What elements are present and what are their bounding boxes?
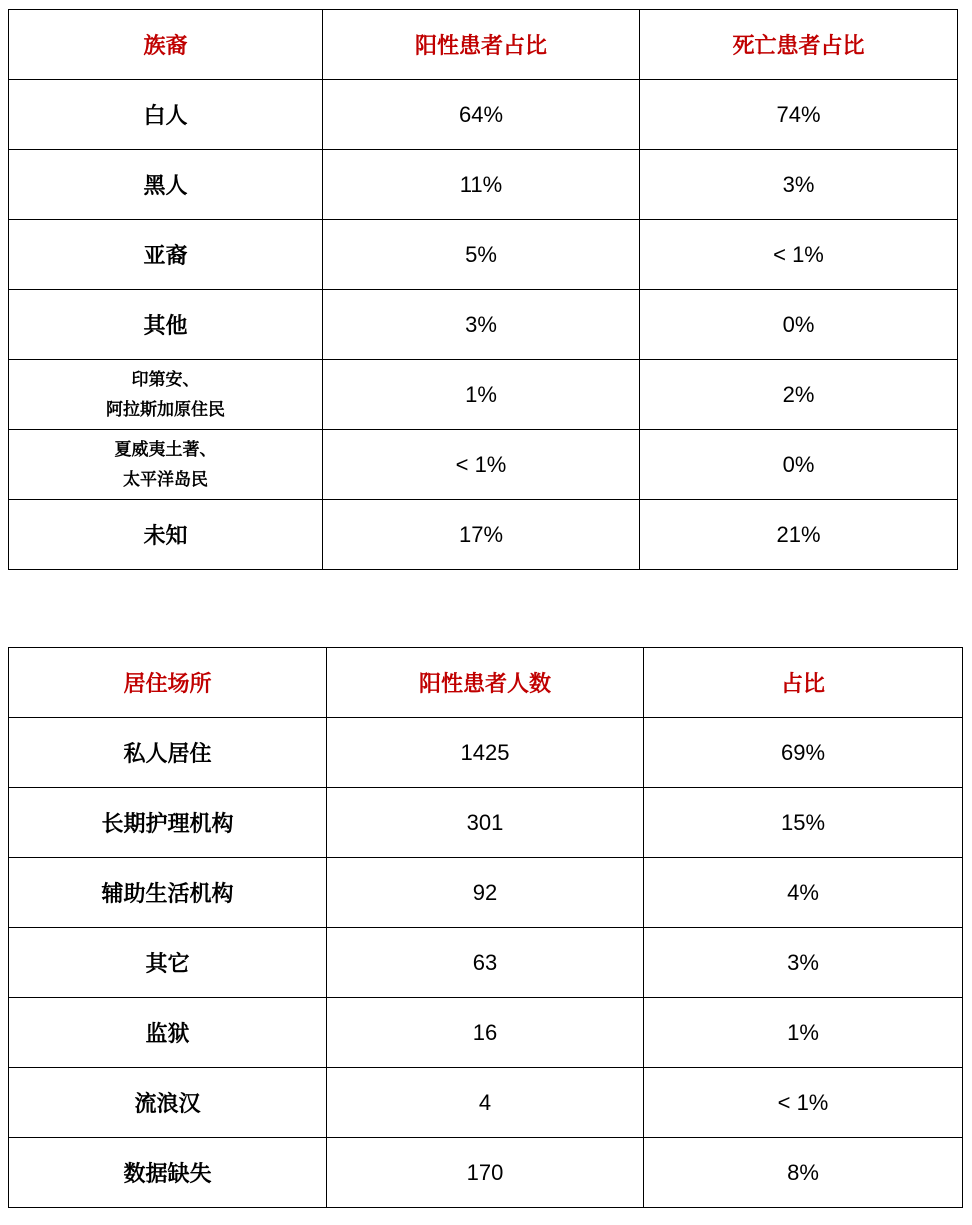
positive-count-cell: 1425 xyxy=(327,718,644,788)
ethnicity-label xyxy=(9,430,323,500)
positive-share-cell: 17% xyxy=(323,500,640,570)
header-residence: 居住场所 xyxy=(9,648,327,718)
ethnicity-label-line: 亚裔 xyxy=(143,244,188,269)
residence-label: 辅助生活机构 xyxy=(9,858,327,928)
death-share-cell: 3% xyxy=(640,150,958,220)
residence-table xyxy=(8,647,963,1208)
table-row xyxy=(9,290,958,360)
residence-label: 数据缺失 xyxy=(9,1138,327,1208)
table-row xyxy=(9,360,958,430)
ethnicity-table xyxy=(8,9,958,570)
death-share-cell: 21% xyxy=(640,500,958,570)
share-cell: 69% xyxy=(644,718,963,788)
ethnicity-label-line: 印第安、 xyxy=(131,369,200,390)
share-cell: 3% xyxy=(644,928,963,998)
positive-share-cell: 64% xyxy=(323,80,640,150)
header-positive-share: 阳性患者占比 xyxy=(323,10,640,80)
table-row xyxy=(9,928,963,998)
table-row xyxy=(9,430,958,500)
residence-label: 长期护理机构 xyxy=(9,788,327,858)
ethnicity-label-line: 未知 xyxy=(143,524,188,549)
positive-share-cell: 11% xyxy=(323,150,640,220)
residence-header-row xyxy=(9,648,963,718)
positive-count-cell: 16 xyxy=(327,998,644,1068)
positive-share-cell: 5% xyxy=(323,220,640,290)
ethnicity-label xyxy=(9,500,323,570)
positive-share-cell: 1% xyxy=(323,360,640,430)
death-share-cell: 0% xyxy=(640,430,958,500)
share-cell: < 1% xyxy=(644,1068,963,1138)
table-row xyxy=(9,998,963,1068)
ethnicity-label-line: 夏威夷土著、 xyxy=(114,439,217,460)
ethnicity-label-line: 白人 xyxy=(143,104,188,129)
positive-share-cell: 3% xyxy=(323,290,640,360)
ethnicity-label xyxy=(9,220,323,290)
table-row xyxy=(9,80,958,150)
table-row xyxy=(9,788,963,858)
positive-count-cell: 63 xyxy=(327,928,644,998)
table-row xyxy=(9,150,958,220)
death-share-cell: < 1% xyxy=(640,220,958,290)
positive-count-cell: 301 xyxy=(327,788,644,858)
death-share-cell: 0% xyxy=(640,290,958,360)
residence-label: 私人居住 xyxy=(9,718,327,788)
header-share: 占比 xyxy=(644,648,963,718)
ethnicity-label-line: 阿拉斯加原住民 xyxy=(106,399,225,420)
ethnicity-label-line: 太平洋岛民 xyxy=(123,469,208,490)
share-cell: 8% xyxy=(644,1138,963,1208)
table-row xyxy=(9,500,958,570)
ethnicity-label xyxy=(9,360,323,430)
ethnicity-label-line: 黑人 xyxy=(143,174,188,199)
share-cell: 4% xyxy=(644,858,963,928)
share-cell: 15% xyxy=(644,788,963,858)
header-ethnicity: 族裔 xyxy=(9,10,323,80)
positive-count-cell: 170 xyxy=(327,1138,644,1208)
ethnicity-label xyxy=(9,150,323,220)
death-share-cell: 74% xyxy=(640,80,958,150)
header-positive-count: 阳性患者人数 xyxy=(327,648,644,718)
positive-count-cell: 92 xyxy=(327,858,644,928)
ethnicity-label xyxy=(9,290,323,360)
positive-share-cell: < 1% xyxy=(323,430,640,500)
residence-label: 其它 xyxy=(9,928,327,998)
header-death-share: 死亡患者占比 xyxy=(640,10,958,80)
table-row xyxy=(9,858,963,928)
ethnicity-label xyxy=(9,80,323,150)
death-share-cell: 2% xyxy=(640,360,958,430)
residence-label: 监狱 xyxy=(9,998,327,1068)
table-row xyxy=(9,718,963,788)
table-row xyxy=(9,220,958,290)
positive-count-cell: 4 xyxy=(327,1068,644,1138)
table-row xyxy=(9,1068,963,1138)
ethnicity-label-line: 其他 xyxy=(143,314,188,339)
ethnicity-header-row xyxy=(9,10,958,80)
residence-label: 流浪汉 xyxy=(9,1068,327,1138)
table-row xyxy=(9,1138,963,1208)
share-cell: 1% xyxy=(644,998,963,1068)
